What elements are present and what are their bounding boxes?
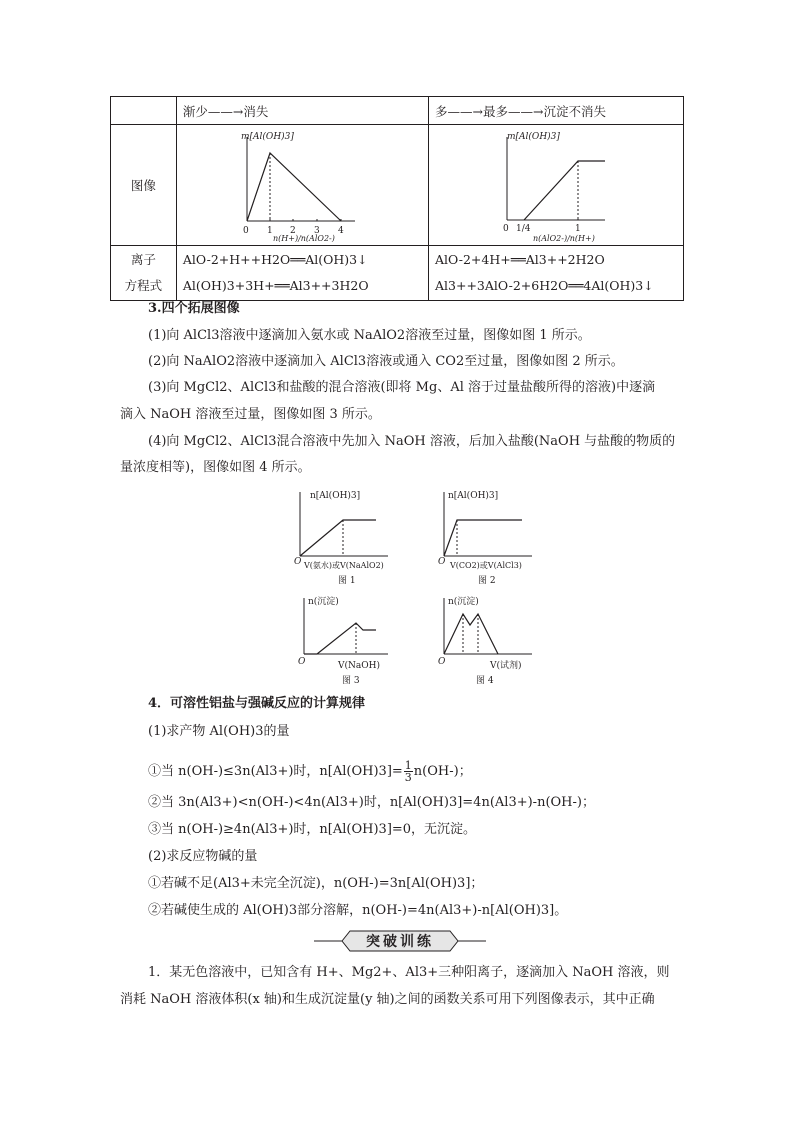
- graph-2-axes: [507, 137, 605, 220]
- fig-4-xlabel: V(试剂): [490, 661, 522, 671]
- graph-2-tick-label: 1: [575, 224, 581, 234]
- graph-2-tick-label: 0: [503, 224, 509, 234]
- paragraph: 量浓度相等)，图像如图 4 所示。: [120, 460, 311, 475]
- graph-2-curve: [524, 161, 605, 220]
- formula-case-2: ②当 3n(Al3+)<n(OH-)<4n(Al3+)时，n[Al(OH)3]=4n(Al3+)-n(OH-)；: [148, 795, 595, 810]
- figure-3: [292, 592, 422, 692]
- figure-1: [288, 484, 418, 590]
- fig-2-ylabel: n[Al(OH)3]: [448, 491, 499, 501]
- graph-1-xlabel: n(H+)/n(AlO2-): [272, 234, 335, 242]
- paragraph: (3)向 MgCl2、AlCl3和盐酸的混合溶液(即将 Mg、Al 溶于过量盐酸所得的溶液)中逐滴: [148, 380, 656, 395]
- banner-label: 突破训练: [366, 934, 434, 950]
- paragraph: (4)向 MgCl2、AlCl3混合溶液中先加入 NaOH 溶液，后加入盐酸(NaOH 与盐酸的物质的: [148, 434, 676, 449]
- fig-4-curve: [444, 614, 498, 654]
- paragraph: (2)求反应物碱的量: [148, 849, 258, 864]
- fig-2-curve: [444, 520, 522, 556]
- fig-1-xlabel: V(氨水)或V(NaAlO2): [304, 561, 384, 570]
- table-cell: [111, 246, 177, 301]
- fraction-denominator: 3: [404, 771, 412, 784]
- formula-case-d1: ①若碱不足(Al3+未完全沉淀)，n(OH-)=3n[Al(OH)3]；: [148, 876, 484, 891]
- section-4-title: 4．可溶性铝盐与强碱反应的计算规律: [148, 696, 366, 711]
- graph-2-xlabel: n(AlO2-)/n(H+): [533, 234, 595, 242]
- formula-case-3: ③当 n(OH-)≥4n(Al3+)时，n[Al(OH)3]=0，无沉淀。: [148, 822, 477, 837]
- table-cell: [429, 125, 684, 246]
- formula-case-1: [148, 760, 472, 783]
- table-row: [111, 125, 684, 246]
- practice-banner: [314, 929, 486, 953]
- fig-4-caption: 图 4: [476, 676, 494, 686]
- table-row: [111, 246, 684, 301]
- table-cell: [429, 246, 684, 301]
- fig-1-origin: O: [294, 557, 302, 567]
- fig-3-caption: 图 3: [342, 676, 360, 686]
- fig-1-caption: 图 1: [338, 576, 356, 586]
- fig-1-ylabel: n[Al(OH)3]: [310, 491, 361, 501]
- graph-1-axes: [247, 137, 355, 221]
- question-1-line-1: 1．某无色溶液中，已知含有 H+、Mg2+、Al3+三种阳离子，逐滴加入 NaOH 溶液，则: [148, 965, 670, 980]
- paragraph: (1)求产物 Al(OH)3的量: [148, 724, 290, 739]
- fig-4-origin: O: [438, 657, 446, 667]
- question-1-line-2: 消耗 NaOH 溶液体积(x 轴)和生成沉淀量(y 轴)之间的函数关系可用下列图像表示，其中正确: [120, 992, 655, 1007]
- table-cell: [176, 125, 428, 246]
- eq-row-label-2: 方程式: [124, 278, 163, 293]
- table-cell: [111, 97, 177, 125]
- table-cell: [176, 246, 428, 301]
- formula-text: n(OH-)；: [413, 764, 472, 779]
- equation: AlO-2+H++H2O══Al(OH)3↓: [182, 252, 368, 267]
- graph-1-tick-label: 1: [266, 226, 273, 236]
- table-cell: [111, 125, 177, 246]
- graph-1-chart: [177, 125, 417, 242]
- fig-2-xlabel: V(CO2)或V(AlCl3): [450, 561, 522, 570]
- figure-4: [432, 592, 562, 692]
- fig-3-xlabel: V(NaOH): [338, 661, 380, 671]
- equation: AlO-2+4H+══Al3++2H2O: [435, 252, 605, 267]
- col1-header: 渐少——→消失: [182, 103, 269, 119]
- graph-1-tick-label: 4: [337, 226, 344, 236]
- fraction-numerator: 1: [404, 759, 412, 772]
- graph-1-curve: [247, 153, 341, 221]
- fig-1-curve: [300, 520, 376, 556]
- formula-text: ①当 n(OH-)≤3n(Al3+)时，n[Al(OH)3]=: [148, 764, 403, 779]
- comparison-table: [110, 96, 684, 301]
- eq-row-label-1: 离子: [130, 252, 156, 267]
- fig-2-origin: O: [438, 557, 446, 567]
- table-row: [111, 97, 684, 125]
- figure-2: [432, 484, 562, 590]
- graph-2-ylabel: m[Al(OH)3]: [507, 132, 560, 142]
- paragraph: (1)向 AlCl3溶液中逐滴加入氨水或 NaAlO2溶液至过量，图像如图 1 所示。: [148, 328, 591, 343]
- section-3-title: 3.四个拓展图像: [148, 301, 240, 316]
- fig-3-ylabel: n(沉淀): [308, 597, 339, 607]
- table-cell: [429, 97, 684, 125]
- graph-row-label: 图像: [130, 178, 156, 193]
- graph-1-ylabel: m[Al(OH)3]: [240, 132, 294, 142]
- fig-3-curve: [304, 623, 376, 654]
- paragraph: (2)向 NaAlO2溶液中逐滴加入 AlCl3溶液或通入 CO2至过量，图像如图 2 所示。: [148, 354, 624, 369]
- formula-case-d2: ②若碱使生成的 Al(OH)3部分溶解，n(OH-)=4n(Al3+)-n[Al(OH)3]。: [148, 903, 568, 918]
- fig-3-origin: O: [298, 657, 306, 667]
- graph-1-tick-label: 2: [289, 226, 296, 236]
- graph-1-tick-label: 3: [313, 226, 320, 236]
- table-cell: [176, 97, 428, 125]
- graph-1-tick-label: 0: [242, 226, 249, 236]
- equation: Al(OH)3+3H+══Al3++3H2O: [182, 278, 369, 293]
- fraction: [404, 760, 413, 783]
- graph-2-tick-label: 1/4: [516, 224, 531, 234]
- fig-4-ylabel: n(沉淀): [448, 597, 479, 607]
- col2-header: 多——→最多——→沉淀不消失: [435, 103, 606, 119]
- graph-2-chart: [429, 125, 683, 242]
- fig-2-caption: 图 2: [478, 576, 496, 586]
- equation: Al3++3AlO-2+6H2O══4Al(OH)3↓: [435, 278, 654, 293]
- paragraph: 滴入 NaOH 溶液至过量，图像如图 3 所示。: [120, 407, 381, 422]
